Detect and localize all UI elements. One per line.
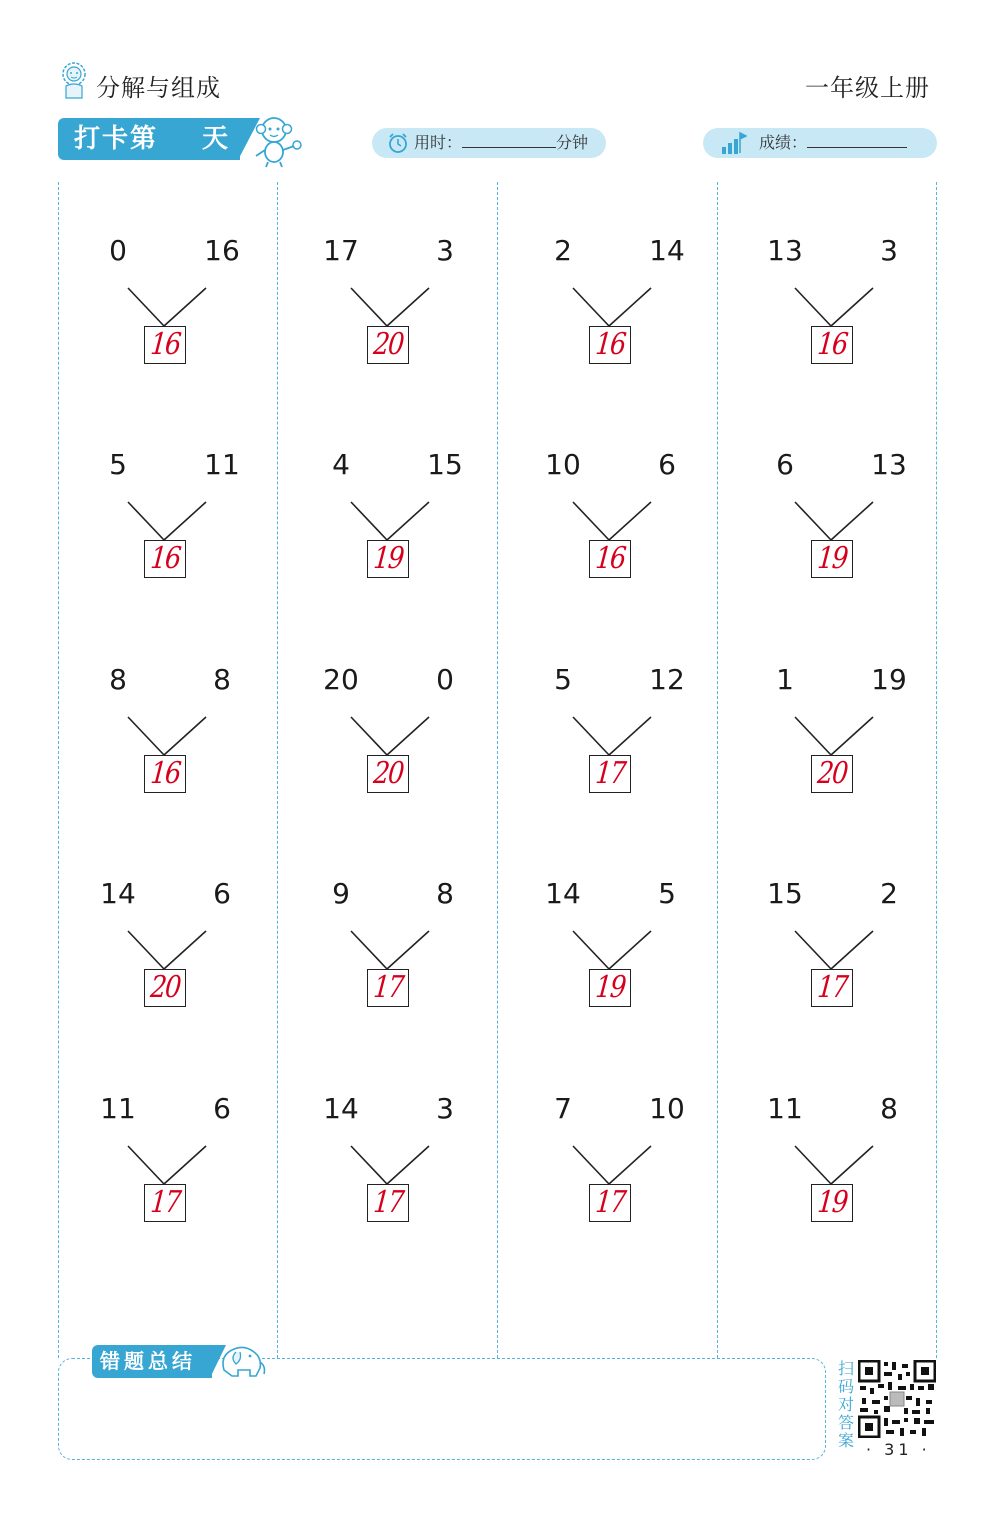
left-addend: 20 <box>323 663 359 696</box>
answer-box[interactable] <box>367 755 409 793</box>
column-divider <box>58 182 59 1358</box>
problem-cell <box>287 877 487 1027</box>
answer-box[interactable] <box>589 540 631 578</box>
column-divider <box>717 182 718 1358</box>
problem-cell <box>731 448 931 598</box>
answer-box[interactable] <box>144 326 186 364</box>
left-addend: 14 <box>545 877 581 910</box>
problem-cell <box>509 877 709 1027</box>
checkin-label: 打卡第 <box>74 124 159 154</box>
right-addend: 6 <box>213 1092 231 1125</box>
monkey-mascot-icon <box>248 112 306 168</box>
left-addend: 14 <box>323 1092 359 1125</box>
score-field <box>703 128 937 158</box>
right-addend: 0 <box>436 663 454 696</box>
problem-cell <box>64 234 264 384</box>
alarm-clock-icon <box>386 132 410 154</box>
right-addend: 2 <box>880 877 898 910</box>
problem-cell <box>287 663 487 813</box>
answer-box[interactable] <box>589 326 631 364</box>
left-addend: 7 <box>554 1092 572 1125</box>
problem-cell <box>731 663 931 813</box>
scan-answer-label: 扫码对答案 <box>838 1359 855 1450</box>
answer-value: 20 <box>371 327 405 362</box>
answer-value: 19 <box>593 970 627 1005</box>
answer-box[interactable] <box>367 1184 409 1222</box>
left-addend: 9 <box>332 877 350 910</box>
left-addend: 4 <box>332 448 350 481</box>
right-addend: 3 <box>880 234 898 267</box>
right-addend: 12 <box>649 663 685 696</box>
right-addend: 19 <box>871 663 907 696</box>
score-label: 成绩： <box>759 133 808 152</box>
answer-value: 16 <box>148 756 182 791</box>
problem-cell <box>509 663 709 813</box>
answer-box[interactable] <box>144 1184 186 1222</box>
column-divider <box>497 182 498 1358</box>
answer-box[interactable] <box>811 540 853 578</box>
page-title: 分解与组成 <box>96 74 221 102</box>
left-addend: 10 <box>545 448 581 481</box>
time-field <box>372 128 606 158</box>
answer-box[interactable] <box>367 540 409 578</box>
left-addend: 5 <box>554 663 572 696</box>
answer-box[interactable] <box>811 969 853 1007</box>
problem-cell <box>64 877 264 1027</box>
answer-box[interactable] <box>367 326 409 364</box>
left-addend: 0 <box>109 234 127 267</box>
answer-box[interactable] <box>367 969 409 1007</box>
answer-value: 16 <box>593 541 627 576</box>
left-addend: 11 <box>767 1092 803 1125</box>
problem-cell <box>64 448 264 598</box>
left-addend: 13 <box>767 234 803 267</box>
answer-value: 17 <box>148 1185 182 1220</box>
answer-box[interactable] <box>144 969 186 1007</box>
page-number: · 31 · <box>866 1440 931 1459</box>
answer-value: 17 <box>371 970 405 1005</box>
answer-box[interactable] <box>144 755 186 793</box>
problem-cell <box>731 234 931 384</box>
time-label: 用时： <box>414 133 463 152</box>
checkin-banner <box>58 118 240 160</box>
problem-cell <box>731 1092 931 1242</box>
answer-value: 17 <box>371 1185 405 1220</box>
answer-value: 19 <box>815 541 849 576</box>
checkin-day-label: 天 <box>202 124 229 154</box>
problem-cell <box>287 448 487 598</box>
column-divider <box>936 182 937 1358</box>
answer-box[interactable] <box>144 540 186 578</box>
time-unit: 分钟 <box>556 133 589 152</box>
left-addend: 8 <box>109 663 127 696</box>
right-addend: 5 <box>658 877 676 910</box>
lion-logo-icon <box>58 60 90 100</box>
answer-value: 17 <box>815 970 849 1005</box>
error-summary-label: 错题总结 <box>92 1345 212 1378</box>
grade-label: 一年级上册 <box>805 74 930 102</box>
column-divider <box>277 182 278 1358</box>
problem-cell <box>731 877 931 1027</box>
right-addend: 8 <box>880 1092 898 1125</box>
answer-box[interactable] <box>589 969 631 1007</box>
problem-cell <box>509 448 709 598</box>
answer-value: 17 <box>593 1185 627 1220</box>
left-addend: 1 <box>776 663 794 696</box>
answer-box[interactable] <box>811 326 853 364</box>
problem-cell <box>287 234 487 384</box>
left-addend: 2 <box>554 234 572 267</box>
right-addend: 16 <box>204 234 240 267</box>
right-addend: 6 <box>213 877 231 910</box>
left-addend: 5 <box>109 448 127 481</box>
answer-value: 19 <box>815 1185 849 1220</box>
left-addend: 17 <box>323 234 359 267</box>
right-addend: 3 <box>436 1092 454 1125</box>
answer-value: 17 <box>593 756 627 791</box>
score-blank[interactable] <box>807 129 907 148</box>
elephant-icon <box>216 1340 268 1380</box>
bar-chart-flag-icon <box>719 131 747 155</box>
right-addend: 8 <box>213 663 231 696</box>
answer-box[interactable] <box>811 755 853 793</box>
answer-value: 16 <box>815 327 849 362</box>
right-addend: 14 <box>649 234 685 267</box>
answer-value: 19 <box>371 541 405 576</box>
right-addend: 3 <box>436 234 454 267</box>
left-addend: 15 <box>767 877 803 910</box>
left-addend: 11 <box>100 1092 136 1125</box>
right-addend: 10 <box>649 1092 685 1125</box>
problem-cell <box>287 1092 487 1242</box>
problem-cell <box>509 1092 709 1242</box>
answer-value: 16 <box>593 327 627 362</box>
right-addend: 8 <box>436 877 454 910</box>
answer-value: 20 <box>148 970 182 1005</box>
answer-box[interactable] <box>589 755 631 793</box>
left-addend: 6 <box>776 448 794 481</box>
answer-box[interactable] <box>589 1184 631 1222</box>
answer-value: 16 <box>148 327 182 362</box>
problem-cell <box>64 663 264 813</box>
right-addend: 6 <box>658 448 676 481</box>
problem-cell <box>509 234 709 384</box>
problem-cell <box>64 1092 264 1242</box>
answer-value: 16 <box>148 541 182 576</box>
left-addend: 14 <box>100 877 136 910</box>
right-addend: 11 <box>204 448 240 481</box>
time-blank[interactable] <box>462 129 556 148</box>
qr-code-icon[interactable] <box>858 1360 936 1438</box>
answer-box[interactable] <box>811 1184 853 1222</box>
right-addend: 15 <box>427 448 463 481</box>
right-addend: 13 <box>871 448 907 481</box>
answer-value: 20 <box>815 756 849 791</box>
answer-value: 20 <box>371 756 405 791</box>
